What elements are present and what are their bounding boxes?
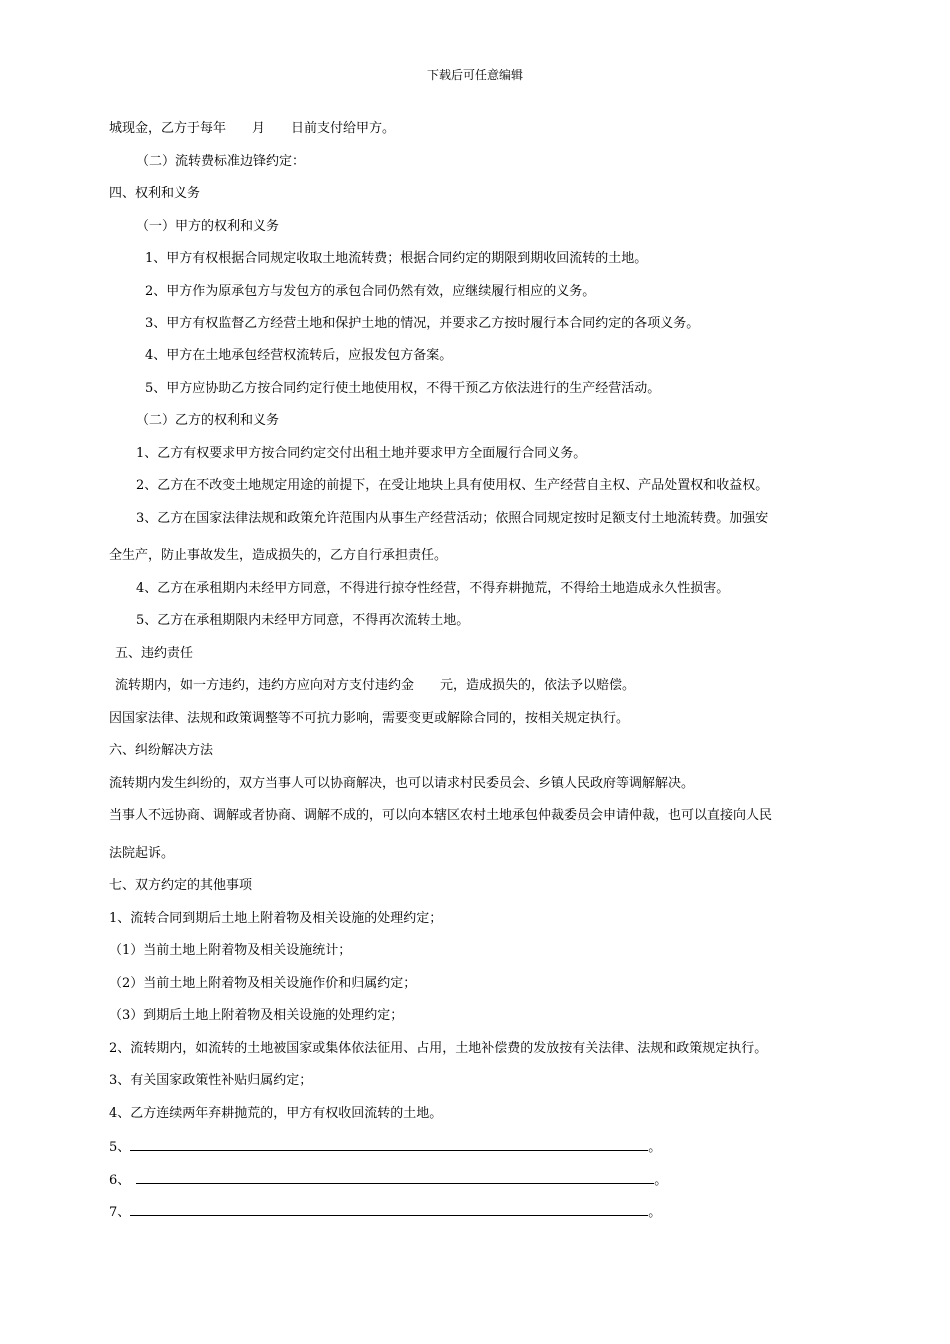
text-line: （2）当前土地上附着物及相关设施作价和归属约定； [109, 976, 417, 991]
item-end: 。 [648, 1205, 662, 1220]
text-line: 3、乙方在国家法律法规和政策允许范围内从事生产经营活动；依照合同规定按时足额支付土地流转费。加强安 [136, 511, 769, 526]
text-line: （二）流转费标准边锋约定： [136, 154, 306, 169]
text-line: 5、甲方应协助乙方按合同约定行使土地使用权，不得干预乙方依法进行的生产经营活动。 [145, 381, 661, 396]
text-line: 1、流转合同到期后土地上附着物及相关设施的处理约定； [109, 911, 443, 926]
text-line: （3）到期后土地上附着物及相关设施的处理约定； [109, 1008, 404, 1023]
section-heading: 六、纠纷解决方法 [109, 743, 214, 758]
item-end: 。 [648, 1140, 662, 1155]
text-line: 1、乙方有权要求甲方按合同约定交付出租土地并要求甲方全面履行合同义务。 [136, 446, 587, 461]
text-line: 2、乙方在不改变土地规定用途的前提下，在受让地块上具有使用权、生产经营自主权、产品处置权和收益权。 [136, 478, 769, 493]
text-line: 5、乙方在承租期限内未经甲方同意，不得再次流转土地。 [136, 613, 470, 628]
item-number: 5、 [109, 1140, 131, 1155]
text-line: 4、乙方在承租期内未经甲方同意，不得进行掠夺性经营，不得弃耕抛荒，不得给土地造成永久性损害。 [136, 581, 730, 596]
fill-in-line [109, 1171, 667, 1189]
text-line: 3、有关国家政策性补贴归属约定； [109, 1073, 313, 1088]
text-line: 全生产，防止事故发生，造成损失的，乙方自行承担责任。 [109, 548, 448, 563]
section-heading: 七、双方约定的其他事项 [109, 878, 253, 893]
item-number: 7、 [109, 1205, 131, 1220]
subsection-heading: （二）乙方的权利和义务 [136, 413, 280, 428]
page-header: 下载后可任意编辑 [426, 68, 523, 82]
text-line: 流转期内，如一方违约，违约方应向对方支付违约金 元，造成损失的，依法予以赔偿。 [115, 678, 636, 693]
text-line: 2、甲方作为原承包方与发包方的承包合同仍然有效，应继续履行相应的义务。 [145, 284, 596, 299]
text-line: 流转期内发生纠纷的，双方当事人可以协商解决，也可以请求村民委员会、乡镇人民政府等调解解决。 [109, 776, 695, 791]
item-end: 。 [654, 1173, 668, 1188]
text-line: 4、甲方在土地承包经营权流转后，应报发包方备案。 [145, 348, 453, 363]
text-line: 4、乙方连续两年弃耕抛荒的，甲方有权收回流转的土地。 [109, 1106, 443, 1121]
blank-underline[interactable] [130, 1203, 648, 1216]
subsection-heading: （一）甲方的权利和义务 [136, 219, 280, 234]
item-number: 6、 [109, 1173, 131, 1188]
blank-underline[interactable] [130, 1138, 648, 1151]
fill-in-line [109, 1203, 661, 1221]
text-line: 3、甲方有权监督乙方经营土地和保护土地的情况，并要求乙方按时履行本合同约定的各项义务。 [145, 316, 700, 331]
text-line: 2、流转期内，如流转的土地被国家或集体依法征用、占用，土地补偿费的发放按有关法律、法规和政策规定执行。 [109, 1041, 768, 1056]
blank-underline[interactable] [136, 1171, 654, 1184]
section-heading: 五、违约责任 [115, 646, 194, 661]
fill-in-line [109, 1138, 661, 1156]
text-line: 法院起诉。 [109, 846, 175, 861]
text-line: 当事人不远协商、调解或者协商、调解不成的，可以向本辖区农村土地承包仲裁委员会申请仲裁，也可以直接向人民 [109, 808, 773, 823]
text-line: 城现金，乙方于每年 月 日前支付给甲方。 [109, 121, 396, 136]
text-line: 1、甲方有权根据合同规定收取土地流转费；根据合同约定的期限到期收回流转的土地。 [145, 251, 648, 266]
text-line: （1）当前土地上附着物及相关设施统计； [109, 943, 352, 958]
text-line: 因国家法律、法规和政策调整等不可抗力影响，需要变更或解除合同的，按相关规定执行。 [109, 711, 630, 726]
section-heading: 四、权利和义务 [109, 186, 201, 201]
